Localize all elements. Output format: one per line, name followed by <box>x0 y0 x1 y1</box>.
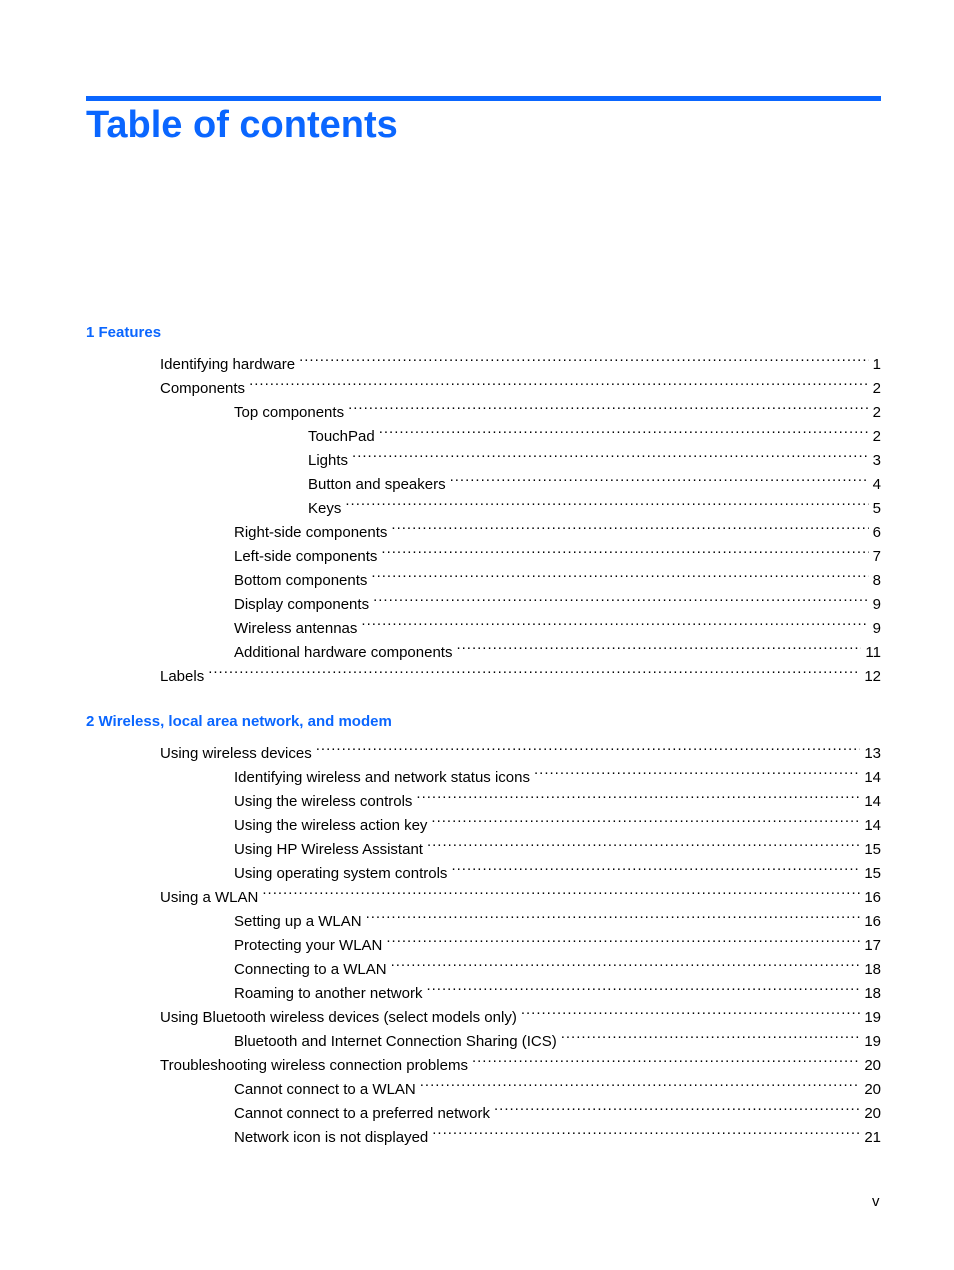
toc-entry-label: Bluetooth and Internet Connection Sharing (ICS) <box>234 1033 557 1050</box>
toc-entry-page-number: 20 <box>864 1105 881 1122</box>
toc-entry-page-number: 13 <box>864 745 881 762</box>
toc-entry-label: Labels <box>160 668 205 685</box>
toc-entry[interactable] <box>86 417 881 445</box>
dot-leader <box>299 345 869 369</box>
dot-leader <box>262 878 860 902</box>
dot-leader <box>352 441 869 465</box>
dot-leader <box>208 657 860 681</box>
toc-entry-label: TouchPad <box>308 428 375 445</box>
dot-leader <box>521 998 860 1022</box>
toc-entry-page-number: 16 <box>864 889 881 906</box>
dot-leader <box>432 1118 860 1142</box>
dot-leader <box>391 950 861 974</box>
toc-entry-page-number: 3 <box>872 452 881 469</box>
toc-entry[interactable] <box>86 782 881 810</box>
toc-entry-label: Using the wireless controls <box>234 793 413 810</box>
dot-leader <box>249 369 869 393</box>
toc-entry[interactable] <box>86 489 881 517</box>
toc-entry-label: Cannot connect to a WLAN <box>234 1081 416 1098</box>
dot-leader <box>494 1094 860 1118</box>
toc-entry[interactable] <box>86 950 881 978</box>
toc-entry-page-number: 2 <box>872 380 881 397</box>
dot-leader <box>348 393 869 417</box>
toc-entry-label: Keys <box>308 500 342 517</box>
toc-entry[interactable] <box>86 1046 881 1074</box>
toc-entry-page-number: 19 <box>864 1033 881 1050</box>
toc-entry-page-number: 9 <box>872 620 881 637</box>
toc-entry-page-number: 12 <box>864 668 881 685</box>
dot-leader <box>472 1046 860 1070</box>
dot-leader <box>381 537 868 561</box>
toc-entry-page-number: 2 <box>872 404 881 421</box>
dot-leader <box>431 806 860 830</box>
toc-entry-label: Connecting to a WLAN <box>234 961 387 978</box>
dot-leader <box>427 830 860 854</box>
toc-entry[interactable] <box>86 1118 881 1146</box>
toc-entry[interactable] <box>86 465 881 493</box>
toc-entry[interactable] <box>86 998 881 1026</box>
toc-entry-label: Button and speakers <box>308 476 446 493</box>
toc-entry[interactable] <box>86 1094 881 1122</box>
toc-entry[interactable] <box>86 657 881 685</box>
toc-entry-label: Cannot connect to a preferred network <box>234 1105 490 1122</box>
dot-leader <box>391 513 868 537</box>
toc-entry-label: Components <box>160 380 246 397</box>
toc-entry-label: Using operating system controls <box>234 865 448 882</box>
toc-entry-page-number: 2 <box>872 428 881 445</box>
toc-entry-page-number: 18 <box>864 961 881 978</box>
toc-entry-label: Using the wireless action key <box>234 817 428 834</box>
toc-entry-label: Display components <box>234 596 370 613</box>
toc-entry[interactable] <box>86 806 881 834</box>
toc-entry-page-number: 4 <box>872 476 881 493</box>
dot-leader <box>420 1070 861 1094</box>
dot-leader <box>451 854 860 878</box>
toc-entry-page-number: 14 <box>864 793 881 810</box>
toc-entry-label: Lights <box>308 452 349 469</box>
dot-leader <box>345 489 868 513</box>
toc-entry-label: Identifying wireless and network status icons <box>234 769 530 786</box>
toc-entry[interactable] <box>86 561 881 589</box>
dot-leader <box>450 465 869 489</box>
toc-entry-page-number: 8 <box>872 572 881 589</box>
toc-entry[interactable] <box>86 878 881 906</box>
toc-entry-page-number: 20 <box>864 1057 881 1074</box>
toc-entry-label: Network icon is not displayed <box>234 1129 429 1146</box>
toc-entry-page-number: 15 <box>864 865 881 882</box>
chapter-2-section <box>86 710 881 1146</box>
toc-entry-page-number: 15 <box>864 841 881 858</box>
toc-entry-label: Setting up a WLAN <box>234 913 362 930</box>
toc-entry[interactable] <box>86 513 881 541</box>
dot-leader <box>416 782 860 806</box>
dot-leader <box>386 926 860 950</box>
dot-leader <box>561 1022 861 1046</box>
toc-entry-page-number: 1 <box>872 356 881 373</box>
toc-list <box>86 734 881 1146</box>
dot-leader <box>371 561 868 585</box>
toc-entry-page-number: 17 <box>864 937 881 954</box>
toc-entry[interactable] <box>86 734 881 762</box>
toc-entry-label: Top components <box>234 404 345 421</box>
toc-entry-label: Additional hardware components <box>234 644 453 661</box>
dot-leader <box>456 633 861 657</box>
dot-leader <box>316 734 861 758</box>
toc-entry[interactable] <box>86 537 881 565</box>
toc-entry-page-number: 9 <box>872 596 881 613</box>
dot-leader <box>534 758 860 782</box>
toc-entry-page-number: 18 <box>864 985 881 1002</box>
toc-entry-page-number: 20 <box>864 1081 881 1098</box>
dot-leader <box>361 609 868 633</box>
chapter-1-section <box>86 321 881 685</box>
toc-entry[interactable] <box>86 609 881 637</box>
toc-entry-label: Protecting your WLAN <box>234 937 383 954</box>
toc-entry[interactable] <box>86 441 881 469</box>
toc-entry-label: Identifying hardware <box>160 356 296 373</box>
toc-entry-label: Roaming to another network <box>234 985 423 1002</box>
chapter-heading[interactable]: 2 Wireless, local area network, and modem <box>86 713 392 730</box>
toc-entry-label: Using HP Wireless Assistant <box>234 841 423 858</box>
toc-entry-label: Troubleshooting wireless connection problems <box>160 1057 468 1074</box>
dot-leader <box>379 417 869 441</box>
toc-entry[interactable] <box>86 585 881 613</box>
page-number: v <box>872 1193 880 1210</box>
dot-leader <box>366 902 861 926</box>
page-title: Table of contents <box>86 104 398 146</box>
toc-entry-label: Wireless antennas <box>234 620 358 637</box>
toc-entry[interactable] <box>86 345 881 373</box>
toc-entry[interactable] <box>86 854 881 882</box>
toc-entry-page-number: 14 <box>864 817 881 834</box>
toc-entry-label: Left-side components <box>234 548 378 565</box>
toc-entry-label: Right-side components <box>234 524 388 541</box>
toc-entry-page-number: 16 <box>864 913 881 930</box>
toc-entry-label: Bottom components <box>234 572 368 589</box>
toc-entry-page-number: 5 <box>872 500 881 517</box>
chapter-heading[interactable]: 1 Features <box>86 324 162 341</box>
toc-entry-label: Using Bluetooth wireless devices (select models only) <box>160 1009 517 1026</box>
toc-entry-page-number: 19 <box>864 1009 881 1026</box>
toc-entry-page-number: 7 <box>872 548 881 565</box>
toc-list <box>86 345 881 685</box>
toc-entry[interactable] <box>86 830 881 858</box>
toc-entry[interactable] <box>86 633 881 661</box>
toc-entry-page-number: 6 <box>872 524 881 541</box>
toc-entry-page-number: 11 <box>865 644 881 661</box>
toc-entry-label: Using wireless devices <box>160 745 312 762</box>
toc-entry-label: Using a WLAN <box>160 889 259 906</box>
toc-entry[interactable] <box>86 974 881 1002</box>
dot-leader <box>373 585 869 609</box>
toc-entry-page-number: 21 <box>864 1129 881 1146</box>
toc-entry-page-number: 14 <box>864 769 881 786</box>
dot-leader <box>426 974 860 998</box>
toc-entry[interactable] <box>86 926 881 954</box>
